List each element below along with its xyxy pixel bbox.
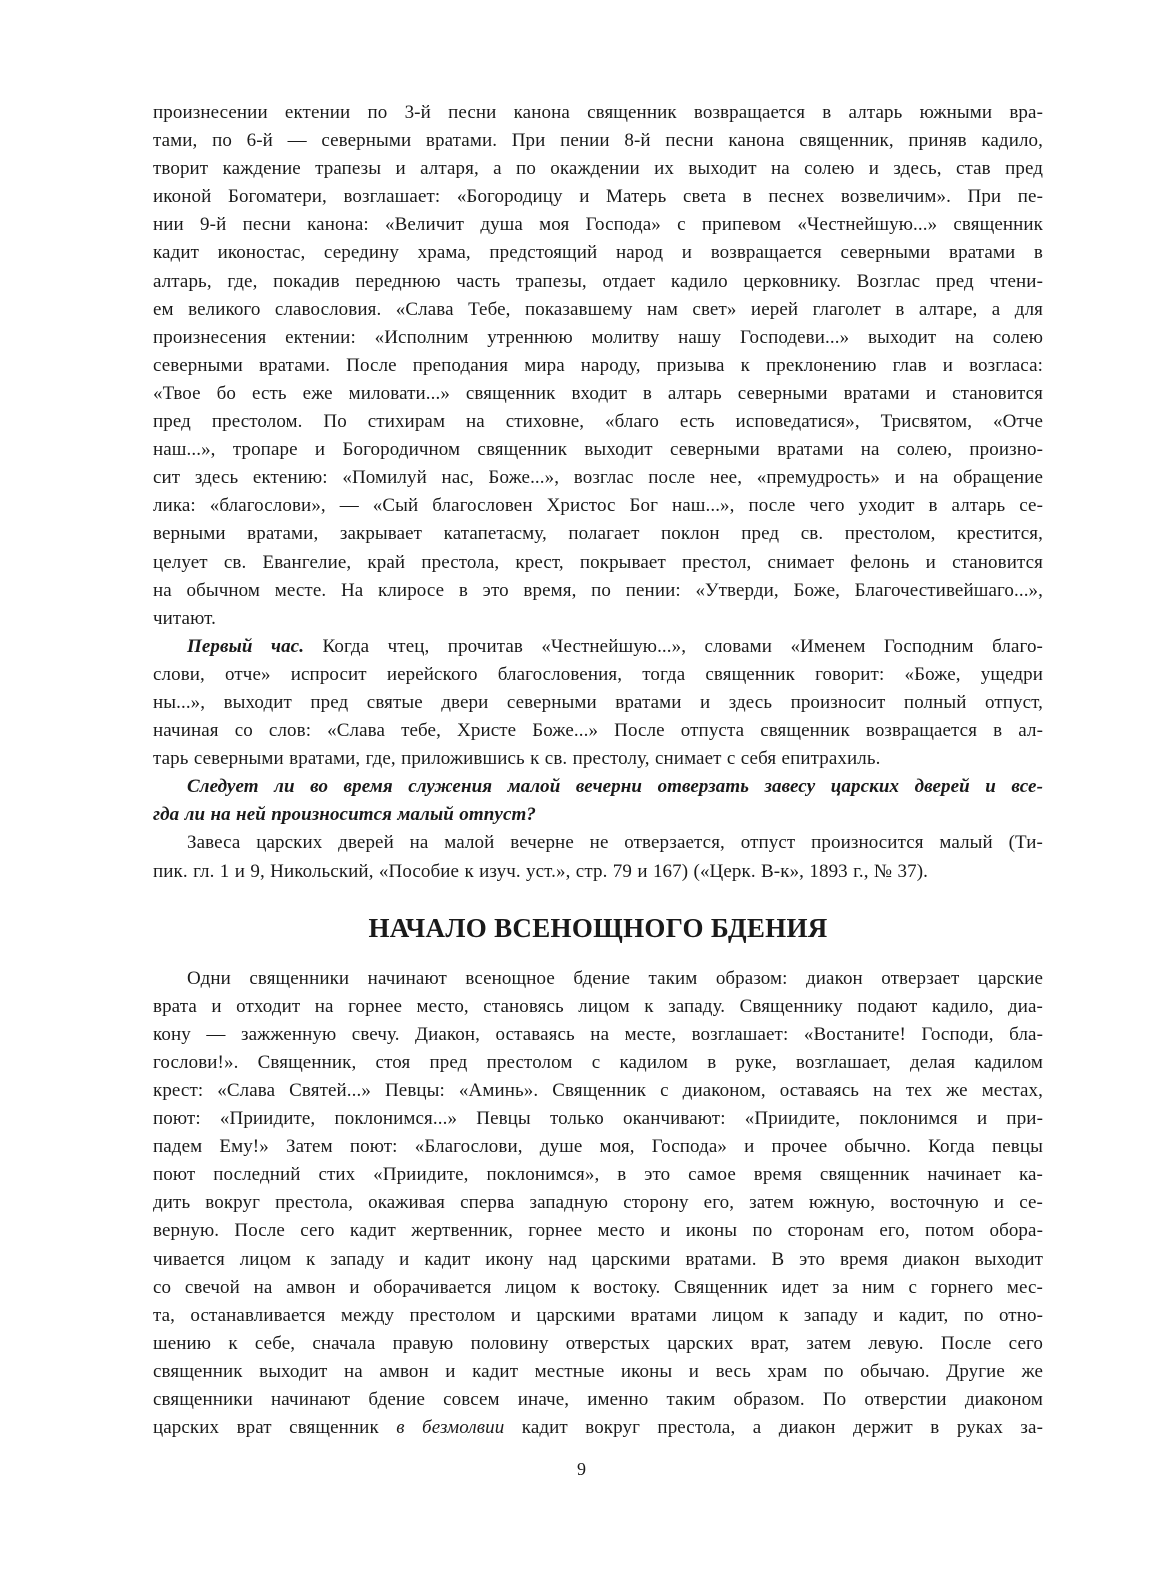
text-line: читают.: [153, 607, 216, 629]
text-line: наш...», тропаре и Богородичном священник выходит северными вратами на солею, произно-: [153, 439, 1043, 461]
text-line: произнесении ектении по 3-й песни канона священник возвращается в алтарь южными вра-: [153, 102, 1043, 123]
text-line: тарь северными вратами, где, приложившись к св. престолу, снимает с себя епитрахиль.: [153, 748, 881, 770]
text-line: крест: «Слава Святей...» Певцы: «Аминь». Священник с диаконом, оставаясь на тех же местах,: [153, 1080, 1043, 1101]
text-line: шению к себе, сначала правую половину отверстых царских врат, затем левую. После сего: [153, 1332, 1043, 1354]
text-line: верную. После сего кадит жертвенник, горнее место и иконы по сторонам его, потом обора-: [153, 1220, 1043, 1242]
text-line: [153, 633, 1043, 661]
text-line: со свечой на амвон и оборачивается лицом к востоку. Священник идет за ним с горнего мес-: [153, 1276, 1043, 1298]
text-line: дить вокруг престола, окаживая сперва западную сторону его, затем южную, восточную и се-: [153, 1192, 1043, 1214]
text-line: гда ли на ней произносится малый отпуст?: [153, 804, 536, 826]
text-line: священник выходит на амвон и кадит местные иконы и весь храм по обычаю. Другие же: [153, 1360, 1043, 1382]
text-line: чивается лицом к западу и кадит икону над царскими вратами. В это время диакон выходит: [153, 1248, 1043, 1270]
text-line: падем Ему!» Затем поют: «Благослови, душе моя, Господа» и прочее обычно. Когда певцы: [153, 1136, 1043, 1158]
text-line: кону — зажженную свечу. Диакон, оставаясь на месте, возглашает: «Востаните! Господи, бла-: [153, 1023, 1043, 1045]
paragraph-matins-continuation: [153, 99, 1043, 633]
text-run: кадит вокруг престола, а диакон держит в руках за-: [504, 1417, 1043, 1439]
text-line: на обычном месте. На клиросе в это время, по пении: «Утверди, Боже, Благочестивейшаго...»,: [153, 579, 1043, 601]
text-line: сит здесь ектению: «Помилуй нас, Боже...», возглас после нее, «премудрость» и на обращение: [153, 467, 1043, 489]
run-in-heading-first-hour: Первый час.: [187, 635, 305, 657]
spacer: [153, 886, 1043, 913]
text-line: иконой Богоматери, возглашает: «Богородицу и Матерь света в песнех возвеличим». При пе-: [153, 186, 1043, 208]
paragraph-vigil-beginning: [153, 965, 1043, 1443]
answer-paragraph: [153, 829, 1043, 885]
text-line: северными вратами. После преподания мира народу, призыва к преклонению глав и возгласа:: [153, 354, 1043, 376]
spacer: [153, 943, 1043, 965]
paragraph-first-hour: [153, 633, 1043, 773]
text-line: поют: «Приидите, поклонимся...» Певцы только оканчивают: «Приидите, поклонимся и при-: [153, 1108, 1043, 1130]
text-line: ем великого славословия. «Слава Тебе, показавшему нам свет» иерей глаголет в алтаре, а для: [153, 298, 1043, 320]
text-line: алтарь, где, покадив переднюю часть трапезы, отдает кадило церковнику. Возглас пред чтени-: [153, 270, 1043, 292]
text-line: целует св. Евангелие, край престола, крест, покрывает престол, снимает фелонь и становится: [153, 551, 1043, 573]
text-line: нии 9-й песни канона: «Величит душа моя Господа» с припевом «Честнейшую...» священник: [153, 214, 1043, 236]
text-run: Когда чтец, прочитав «Честнейшую...», словами «Именем Господним благо-: [304, 635, 1043, 657]
text-line: произнесения ектении: «Исполним утреннюю молитву нашу Господеви...» выходит на солею: [153, 326, 1043, 348]
text-line: творит каждение трапезы и алтаря, а по окаждении их выходит на солею и здесь, став пред: [153, 158, 1043, 180]
text-line: священники начинают бдение совсем иначе, именно таким образом. По отверстии диаконом: [153, 1389, 1043, 1411]
text-line: [153, 1414, 1043, 1442]
text-line: начиная со слов: «Слава тебе, Христе Боже...» После отпуста священник возвращается в ал-: [153, 720, 1043, 742]
text-line: слови, отче» испросит иерейского благословения, тогда священник говорит: «Боже, ущедри: [153, 663, 1043, 685]
text-line: Одни священники начинают всенощное бдение таким образом: диакон отверзает царские: [187, 967, 1043, 989]
text-run: царских врат священник: [153, 1417, 397, 1439]
text-line: ны...», выходит пред святые двери северными вратами и здесь произносит полный отпуст,: [153, 691, 1043, 713]
text-line: Завеса царских дверей на малой вечерне не отверзается, отпуст произносится малый (Ти-: [187, 832, 1043, 854]
text-line: Следует ли во время служения малой вечерни отверзать завесу царских дверей и все-: [187, 776, 1043, 798]
text-line: тами, по 6-й — северными вратами. При пении 8-й песни канона священник, приняв кадило,: [153, 130, 1043, 152]
page-number: 9: [577, 1459, 586, 1479]
text-line: пик. гл. 1 и 9, Никольский, «Пособие к изуч. уст.», стр. 79 и 167) («Церк. В-к», 1893 г., № 37).: [153, 860, 928, 882]
italic-emphasis: в безмолвии: [396, 1417, 505, 1439]
text-line: верными вратами, закрывает катапетасму, полагает поклон пред св. престолом, крестится,: [153, 523, 1043, 545]
text-line: врата и отходит на горнее место, становясь лицом к западу. Священнику подают кадило, диа-: [153, 995, 1043, 1017]
question-paragraph: [153, 773, 1043, 829]
text-line: поют последний стих «Приидите, поклонимся», в это самое время священник начинает ка-: [153, 1164, 1043, 1186]
text-line: кадит иконостас, середину храма, предстоящий народ и возвращается северными вратами в: [153, 242, 1043, 264]
text-line: гослови!». Священник, стоя пред престолом с кадилом в руке, возглашает, делая кадилом: [153, 1051, 1043, 1073]
text-line: лика: «благослови», — «Сый благословен Христос Бог наш...», после чего уходит в алтарь се-: [153, 495, 1043, 517]
document-page: [153, 99, 1043, 1442]
text-line: пред престолом. По стихирам на стиховне, «благо есть исповедатися», Трисвятом, «Отче: [153, 411, 1043, 433]
text-line: «Твое бо есть еже миловати...» священник входит в алтарь северными вратами и становится: [153, 382, 1043, 404]
text-line: та, останавливается между престолом и царскими вратами лицом к западу и кадит, по отно-: [153, 1304, 1043, 1326]
section-heading: НАЧАЛО ВСЕНОЩНОГО БДЕНИЯ: [368, 912, 828, 943]
